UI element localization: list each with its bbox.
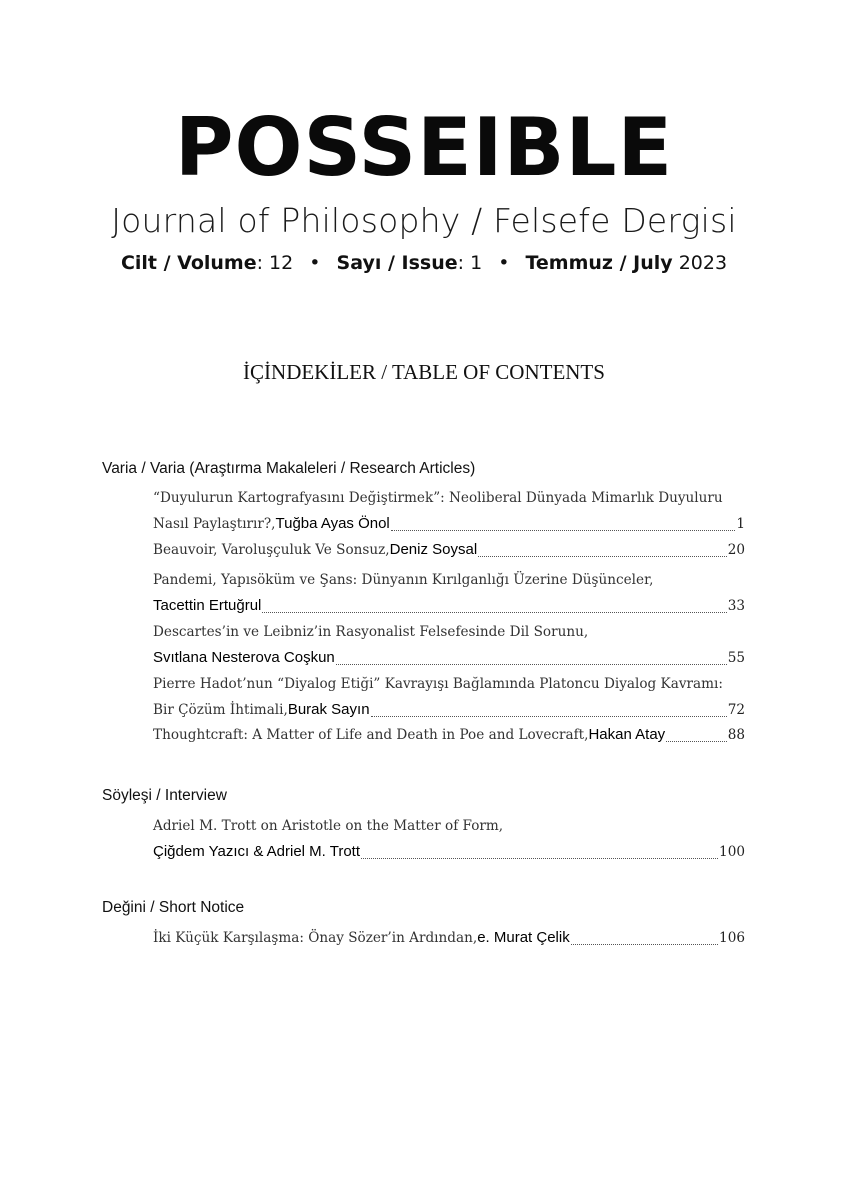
- entry-author: Çiğdem Yazıcı & Adriel M. Trott: [153, 843, 361, 860]
- entry-title-lead: Thoughtcraft: A Matter of Life and Death in Poe and Lovecraft,: [153, 727, 589, 743]
- dot-leader: [666, 740, 727, 742]
- entry-author: Hakan Atay: [588, 726, 666, 743]
- entry-title-lead: Bir Çözüm İhtimali,: [153, 702, 288, 718]
- toc-entry[interactable]: [153, 722, 745, 748]
- entry-author: e. Murat Çelik: [477, 929, 570, 946]
- entry-author: Tuğba Ayas Önol: [275, 515, 390, 532]
- issue-value: : 1: [457, 252, 483, 274]
- entry-page: 20: [727, 542, 745, 558]
- date-value: 2023: [672, 252, 728, 274]
- toc-entry[interactable]: [153, 813, 745, 865]
- entry-author: Tacettin Ertuğrul: [153, 597, 262, 614]
- volume-label: Cilt / Volume: [120, 252, 257, 274]
- entry-title-line: Adriel M. Trott on Aristotle on the Matter of Form,: [153, 818, 504, 834]
- section-heading-varia: Varia / Varia (Araştırma Makaleleri / Research Articles): [102, 460, 476, 477]
- dot-leader: [371, 715, 727, 717]
- entry-title-line: Pierre Hadot’nun “Diyalog Etiği” Kavrayışı Bağlamında Platoncu Diyalog Kavramı:: [153, 676, 723, 692]
- dot-leader: [336, 663, 727, 665]
- dot-leader: [391, 529, 736, 531]
- section-heading-short-notice: Değini / Short Notice: [102, 899, 245, 916]
- journal-subtitle: Journal of Philosophy / Felsefe Dergisi: [111, 201, 737, 240]
- entry-title-line: Descartes’in ve Leibniz’in Rasyonalist Felsefesinde Dil Sorunu,: [153, 624, 589, 640]
- entry-page: 72: [727, 702, 745, 718]
- separator-dot: •: [309, 252, 321, 274]
- toc-entry[interactable]: [153, 567, 745, 619]
- date-label: Temmuz / July: [525, 252, 673, 274]
- entry-page: 100: [719, 844, 745, 860]
- entry-page: 33: [727, 598, 745, 614]
- toc-entry[interactable]: [153, 537, 745, 563]
- entry-author: Svıtlana Nesterova Coşkun: [153, 649, 335, 666]
- entry-author: Deniz Soysal: [389, 541, 478, 558]
- entry-page: 1: [736, 516, 745, 532]
- issue-info: [0, 254, 848, 273]
- entry-title-line: Pandemi, Yapısöküm ve Şans: Dünyanın Kırılganlığı Üzerine Düşünceler,: [153, 572, 654, 588]
- dot-leader: [571, 943, 718, 945]
- entry-page: 88: [727, 727, 745, 743]
- toc-entry[interactable]: [153, 485, 745, 537]
- toc-title: İÇİNDEKİLER / TABLE OF CONTENTS: [243, 360, 605, 384]
- section-heading-interview: Söyleşi / Interview: [102, 787, 227, 804]
- dot-leader: [478, 555, 727, 557]
- dot-leader: [361, 857, 718, 859]
- entry-author: Burak Sayın: [287, 701, 370, 718]
- entry-page: 55: [727, 650, 745, 666]
- issue-label: Sayı / Issue: [336, 252, 458, 274]
- dot-leader: [262, 611, 726, 613]
- toc-entry[interactable]: [153, 619, 745, 671]
- toc-entry[interactable]: [153, 925, 745, 951]
- toc-entry[interactable]: [153, 671, 745, 723]
- entry-title-line: “Duyulurun Kartografyasını Değiştirmek”: Neoliberal Dünyada Mimarlık Duyuluru: [153, 490, 723, 506]
- entry-title-lead: İki Küçük Karşılaşma: Önay Sözer’in Ardından,: [153, 930, 478, 946]
- entry-title-lead: Beauvoir, Varoluşçuluk Ve Sonsuz,: [153, 542, 390, 558]
- journal-title: POSSEIBLE: [174, 101, 674, 194]
- entry-page: 106: [719, 930, 745, 946]
- separator-dot: •: [498, 252, 510, 274]
- entry-title-lead: Nasıl Paylaştırır?,: [153, 516, 276, 532]
- volume-value: : 12: [256, 252, 294, 274]
